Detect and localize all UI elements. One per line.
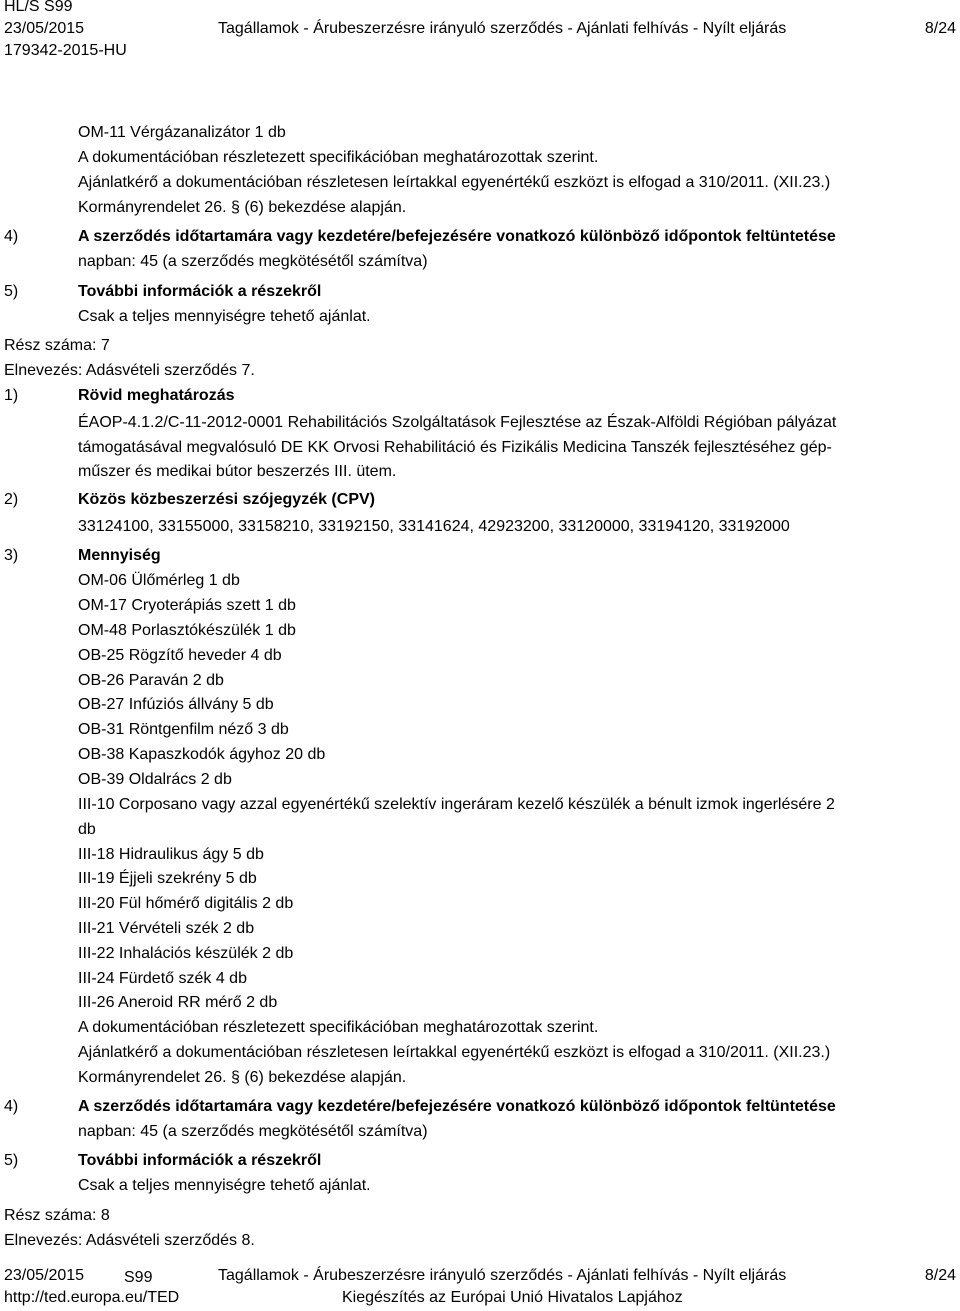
- quantity-item-continued: db: [78, 821, 96, 838]
- section-number: 1): [4, 387, 19, 404]
- header-page-number: 8/24: [924, 20, 956, 37]
- section-number: 4): [4, 228, 19, 245]
- quantity-item: III-22 Inhalációs készülék 2 db: [78, 945, 294, 962]
- section-title-quantity: Mennyiség: [78, 547, 161, 564]
- quantity-item: OM-17 Cryoterápiás szett 1 db: [78, 597, 296, 614]
- spec-text: A dokumentációban részletezett specifikációban meghatározottak szerint.: [78, 1019, 599, 1036]
- section-title-duration: A szerződés időtartamára vagy kezdetére/befejezésére vonatkozó különböző időpontok feltüntetése: [78, 1098, 836, 1115]
- section-title-additional-info: További információk a részekről: [78, 1152, 322, 1169]
- section-title-duration: A szerződés időtartamára vagy kezdetére/befejezésére vonatkozó különböző időpontok feltüntetése: [78, 228, 836, 245]
- equiv-text-line2: Kormányrendelet 26. § (6) bekezdése alapján.: [78, 1069, 407, 1086]
- equiv-text-line2: Kormányrendelet 26. § (6) bekezdése alapján.: [78, 199, 407, 216]
- part-name: Elnevezés: Adásvételi szerződés 7.: [4, 362, 255, 379]
- additional-info-text: Csak a teljes mennyiségre tehető ajánlat.: [78, 308, 371, 325]
- spec-text: A dokumentációban részletezett specifikációban meghatározottak szerint.: [78, 149, 599, 166]
- short-description-line2: támogatásával megvalósuló DE KK Orvosi Rehabilitáció és Fizikális Medicina Tanszék fejlesztéséhez gép-: [78, 439, 832, 456]
- duration-text: napban: 45 (a szerződés megkötésétől számítva): [78, 253, 428, 270]
- quantity-item: OB-31 Röntgenfilm néző 3 db: [78, 721, 289, 738]
- section-number: 5): [4, 1152, 19, 1169]
- cpv-codes: 33124100, 33155000, 33158210, 33192150, 33141624, 42923200, 33120000, 33194120, 33192000: [78, 518, 790, 535]
- section-number: 4): [4, 1098, 19, 1115]
- quantity-item: III-19 Éjjeli szekrény 5 db: [78, 870, 257, 887]
- header-notice-id: 179342-2015-HU: [4, 42, 127, 59]
- header-left: [4, 0, 127, 62]
- additional-info-text: Csak a teljes mennyiségre tehető ajánlat.: [78, 1177, 371, 1194]
- section-title-additional-info: További információk a részekről: [78, 283, 322, 300]
- quantity-item: OB-26 Paraván 2 db: [78, 672, 224, 689]
- part-number: Rész száma: 7: [4, 337, 110, 354]
- footer-url-link[interactable]: http://ted.europa.eu/TED: [4, 1289, 180, 1306]
- header-journal: HL/S S99: [4, 0, 73, 15]
- short-description-line3: műszer és medikai bútor beszerzés III. ütem.: [78, 463, 397, 480]
- item-om11: OM-11 Vérgázanalizátor 1 db: [78, 124, 286, 141]
- quantity-item: OM-06 Ülőmérleg 1 db: [78, 572, 240, 589]
- section-number: 3): [4, 547, 19, 564]
- header-title: Tagállamok - Árubeszerzésre irányuló szerződés - Ajánlati felhívás - Nyílt eljárás: [218, 20, 787, 37]
- quantity-item: III-24 Fürdető szék 4 db: [78, 970, 247, 987]
- quantity-item: III-20 Fül hőmérő digitális 2 db: [78, 895, 294, 912]
- part-name: Elnevezés: Adásvételi szerződés 8.: [4, 1232, 255, 1249]
- header-date: 23/05/2015: [4, 20, 85, 37]
- footer-title: Tagállamok - Árubeszerzésre irányuló szerződés - Ajánlati felhívás - Nyílt eljárás: [218, 1267, 787, 1284]
- quantity-item: OB-25 Rögzítő heveder 4 db: [78, 647, 282, 664]
- part-number: Rész száma: 8: [4, 1207, 110, 1224]
- equiv-text-line1: Ajánlatkérő a dokumentációban részletesen leírtakkal egyenértékű eszközt is elfogad a 310/2011. (XII.23.): [78, 1044, 831, 1061]
- quantity-item: OB-38 Kapaszkodók ágyhoz 20 db: [78, 746, 326, 763]
- equiv-text-line1: Ajánlatkérő a dokumentációban részletesen leírtakkal egyenértékű eszközt is elfogad a 310/2011. (XII.23.): [78, 174, 831, 191]
- footer-journal: S99: [124, 1269, 153, 1286]
- quantity-item: OM-48 Porlasztókészülék 1 db: [78, 622, 296, 639]
- quantity-item: III-18 Hidraulikus ágy 5 db: [78, 846, 264, 863]
- section-number: 5): [4, 283, 19, 300]
- quantity-item: OB-27 Infúziós állvány 5 db: [78, 696, 274, 713]
- section-number: 2): [4, 491, 19, 508]
- short-description-line1: ÉAOP-4.1.2/C-11-2012-0001 Rehabilitációs Szolgáltatások Fejlesztése az Észak-Alföldi Régióban pályázat: [78, 414, 837, 431]
- duration-text: napban: 45 (a szerződés megkötésétől számítva): [78, 1123, 428, 1140]
- section-title-cpv: Közös közbeszerzési szójegyzék (CPV): [78, 491, 375, 508]
- section-title-short-description: Rövid meghatározás: [78, 387, 235, 404]
- quantity-item: OB-39 Oldalrács 2 db: [78, 771, 232, 788]
- footer-page-number: 8/24: [924, 1267, 956, 1284]
- quantity-item: III-10 Corposano vagy azzal egyenértékű szelektív ingeráram kezelő készülék a bénult izmok ingerlésére 2: [78, 796, 835, 813]
- footer-date: 23/05/2015: [4, 1267, 85, 1284]
- quantity-item: III-21 Vérvételi szék 2 db: [78, 920, 255, 937]
- quantity-item: III-26 Aneroid RR mérő 2 db: [78, 994, 278, 1011]
- footer-supplement: Kiegészítés az Európai Unió Hivatalos Lapjához: [342, 1289, 683, 1306]
